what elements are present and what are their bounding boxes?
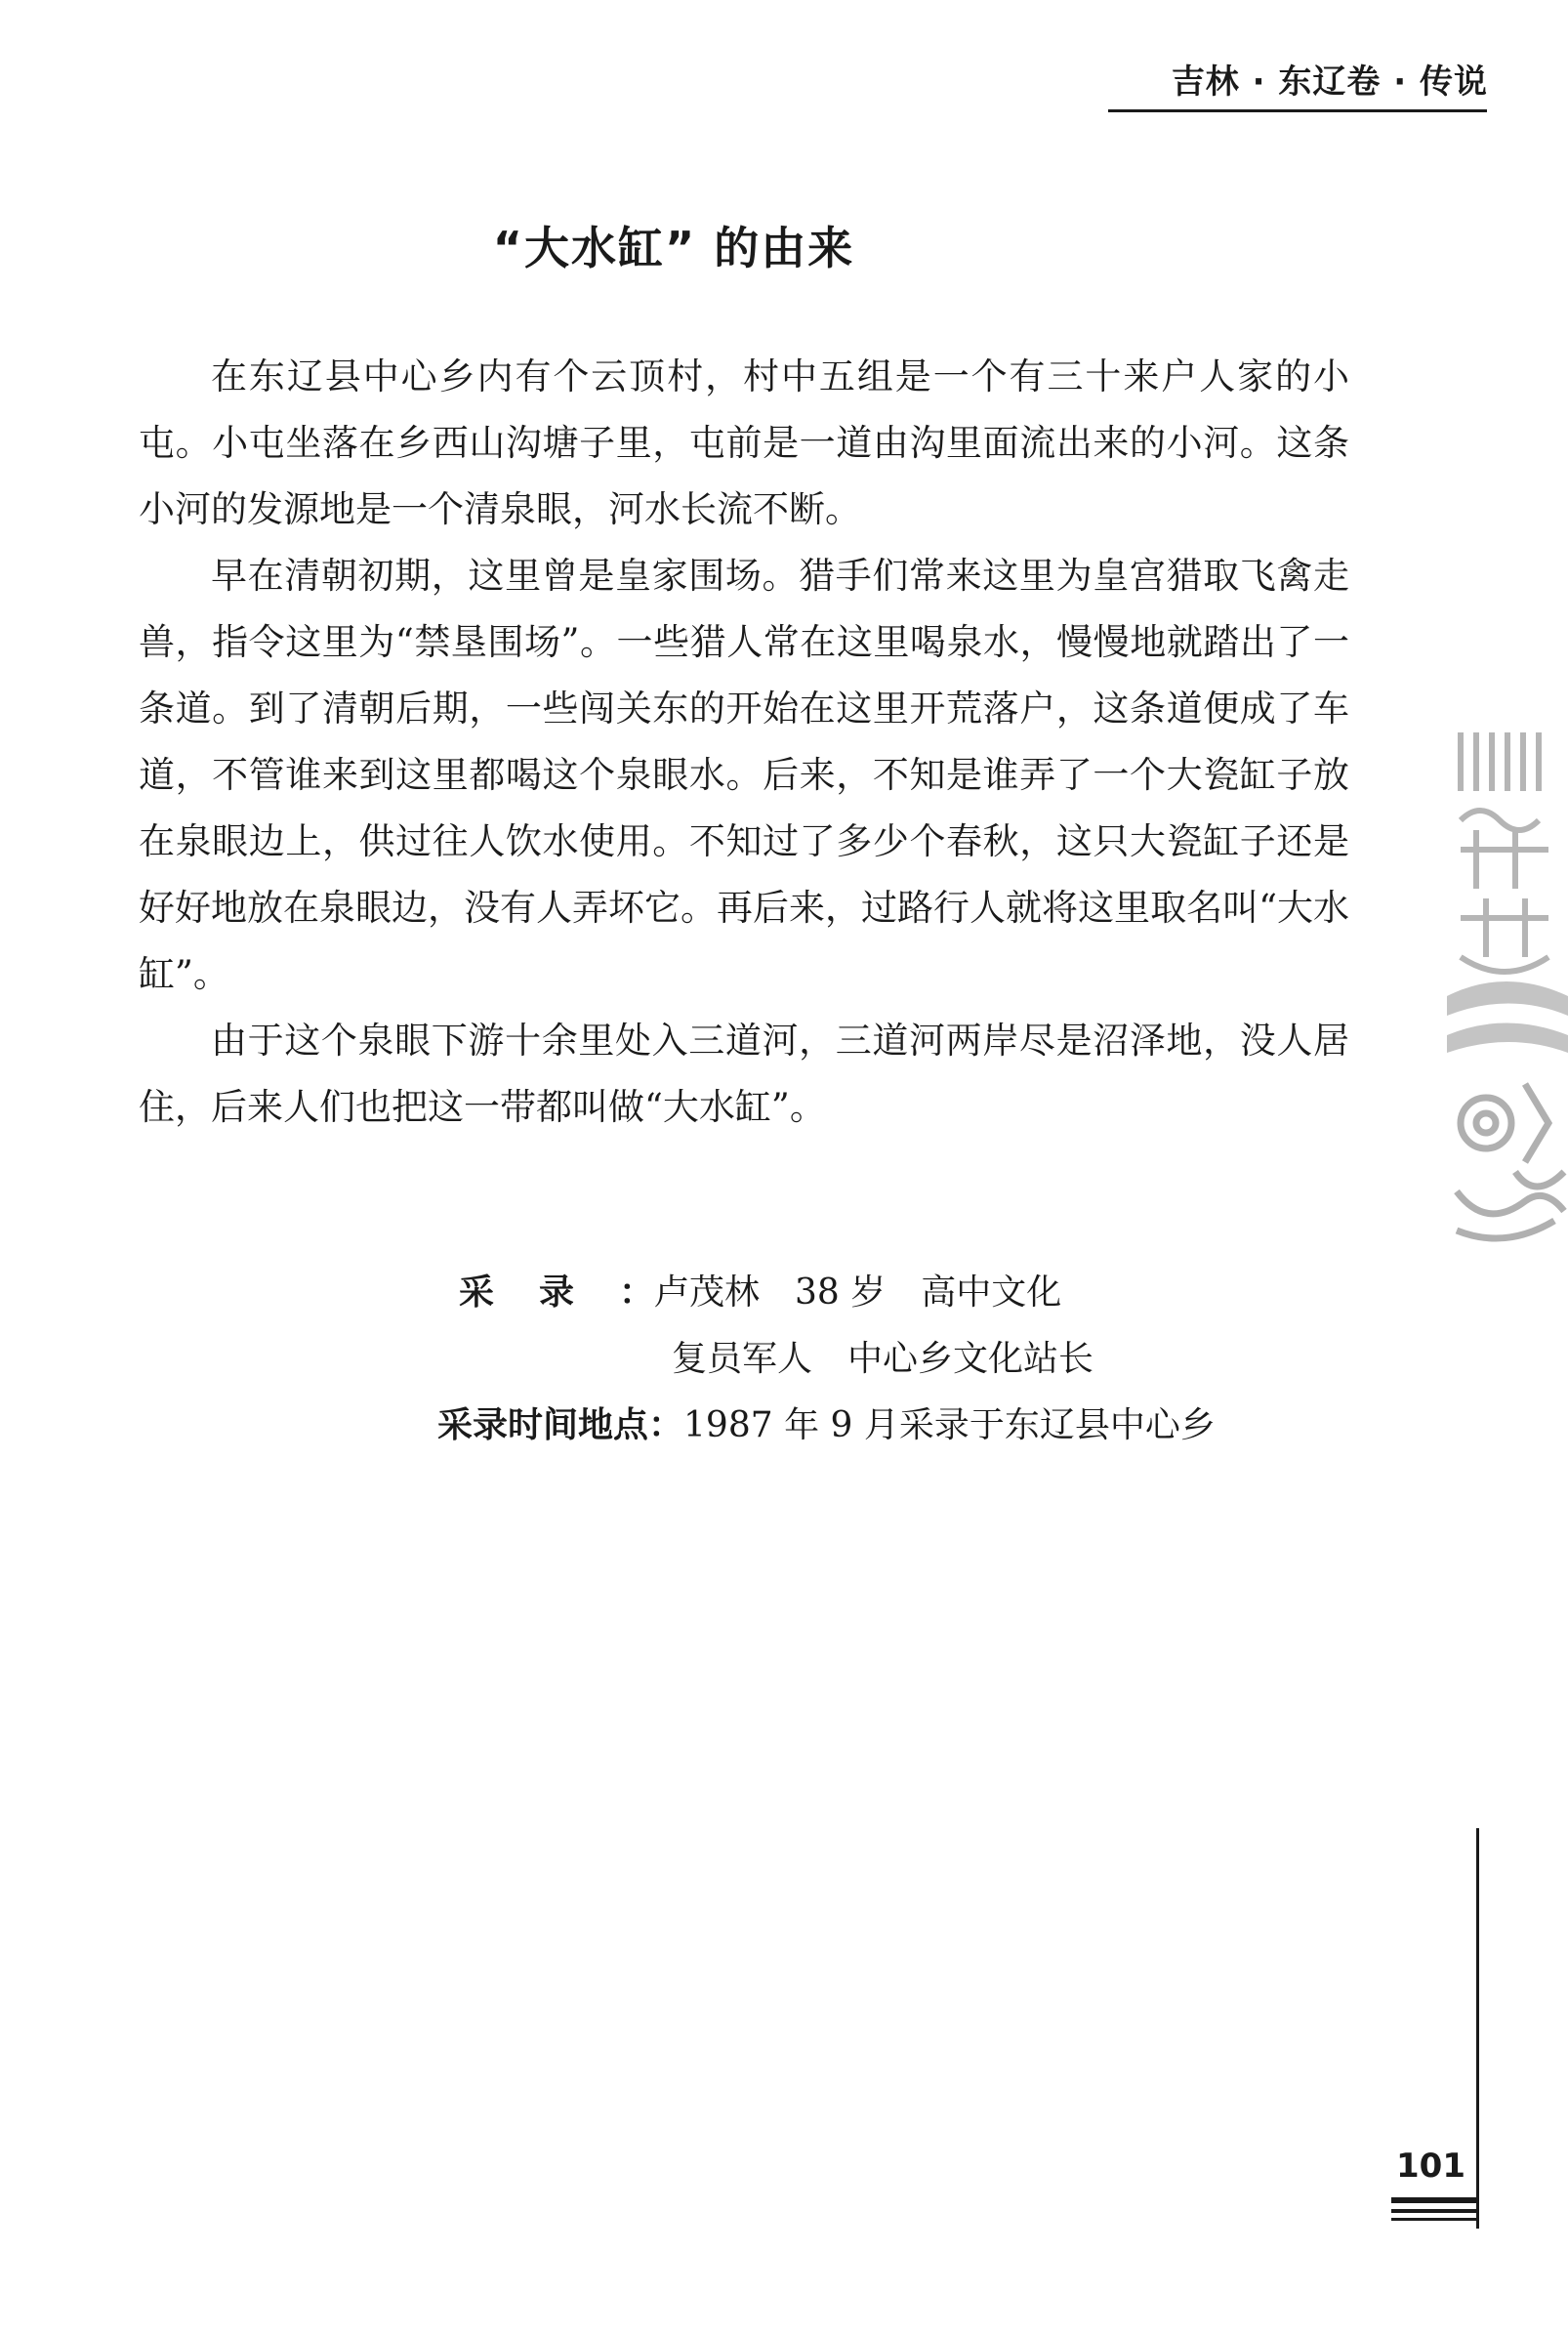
page-number: 101 — [1396, 2147, 1465, 2186]
credit-recorder-info: 卢茂林 38 岁 高中文化 — [654, 1272, 1062, 1313]
credit-time-place — [437, 1393, 1396, 1459]
credit-time-place-value: 1987 年 9 月采录于东辽县中心乡 — [683, 1405, 1216, 1445]
credit-recorder-label: 采录： — [459, 1272, 700, 1313]
folk-art-pattern-icon — [1447, 713, 1568, 1260]
paragraph: 早在清朝初期，这里曾是皇家围场。猎手们常来这里为皇宫猎取飞禽走兽，指令这里为“禁垦围场”。一些猎人常在这里喝泉水，慢慢地就踏出了一条道。到了清朝后期，一些闯关东的开始在这里开荒落户，这条道便成了车道，不管谁来到这里都喝这个泉眼水。后来，不知是谁弄了一个大瓷缸子放在泉眼边上，供过往人饮水使用。不知过了多少个春秋，这只大瓷缸子还是好好地放在泉眼边，没有人弄坏它。再后来，过路行人就将这里取名叫“大水缸”。 — [139, 555, 1349, 995]
credit-time-place-label: 采录时间地点： — [437, 1405, 684, 1445]
article-title: “大水缸” 的由来 — [492, 222, 855, 274]
running-head: 吉林 · 东辽卷 · 传说 — [1171, 63, 1488, 102]
header-rule — [1108, 109, 1487, 112]
side-rule — [1476, 1828, 1479, 2229]
credit-recorder-info-2: 复员军人 中心乡文化站长 — [672, 1339, 1094, 1379]
page-number-rule — [1391, 2209, 1476, 2213]
paragraph: 由于这个泉眼下游十余里处入三道河，三道河两岸尽是沼泽地，没人居住，后来人们也把这一带都叫做“大水缸”。 — [139, 1020, 1349, 1128]
paragraph: 在东辽县中心乡内有个云顶村，村中五组是一个有三十来户人家的小屯。小屯坐落在乡西山沟塘子里，屯前是一道由沟里面流出来的小河。这条小河的发源地是一个清泉眼，河水长流不断。 — [139, 355, 1349, 530]
article-body — [139, 344, 1349, 1141]
page-number-rule — [1391, 2197, 1476, 2203]
page-number-rule — [1391, 2218, 1476, 2221]
credit-recorder — [459, 1260, 1396, 1326]
credits — [437, 1260, 1396, 1459]
